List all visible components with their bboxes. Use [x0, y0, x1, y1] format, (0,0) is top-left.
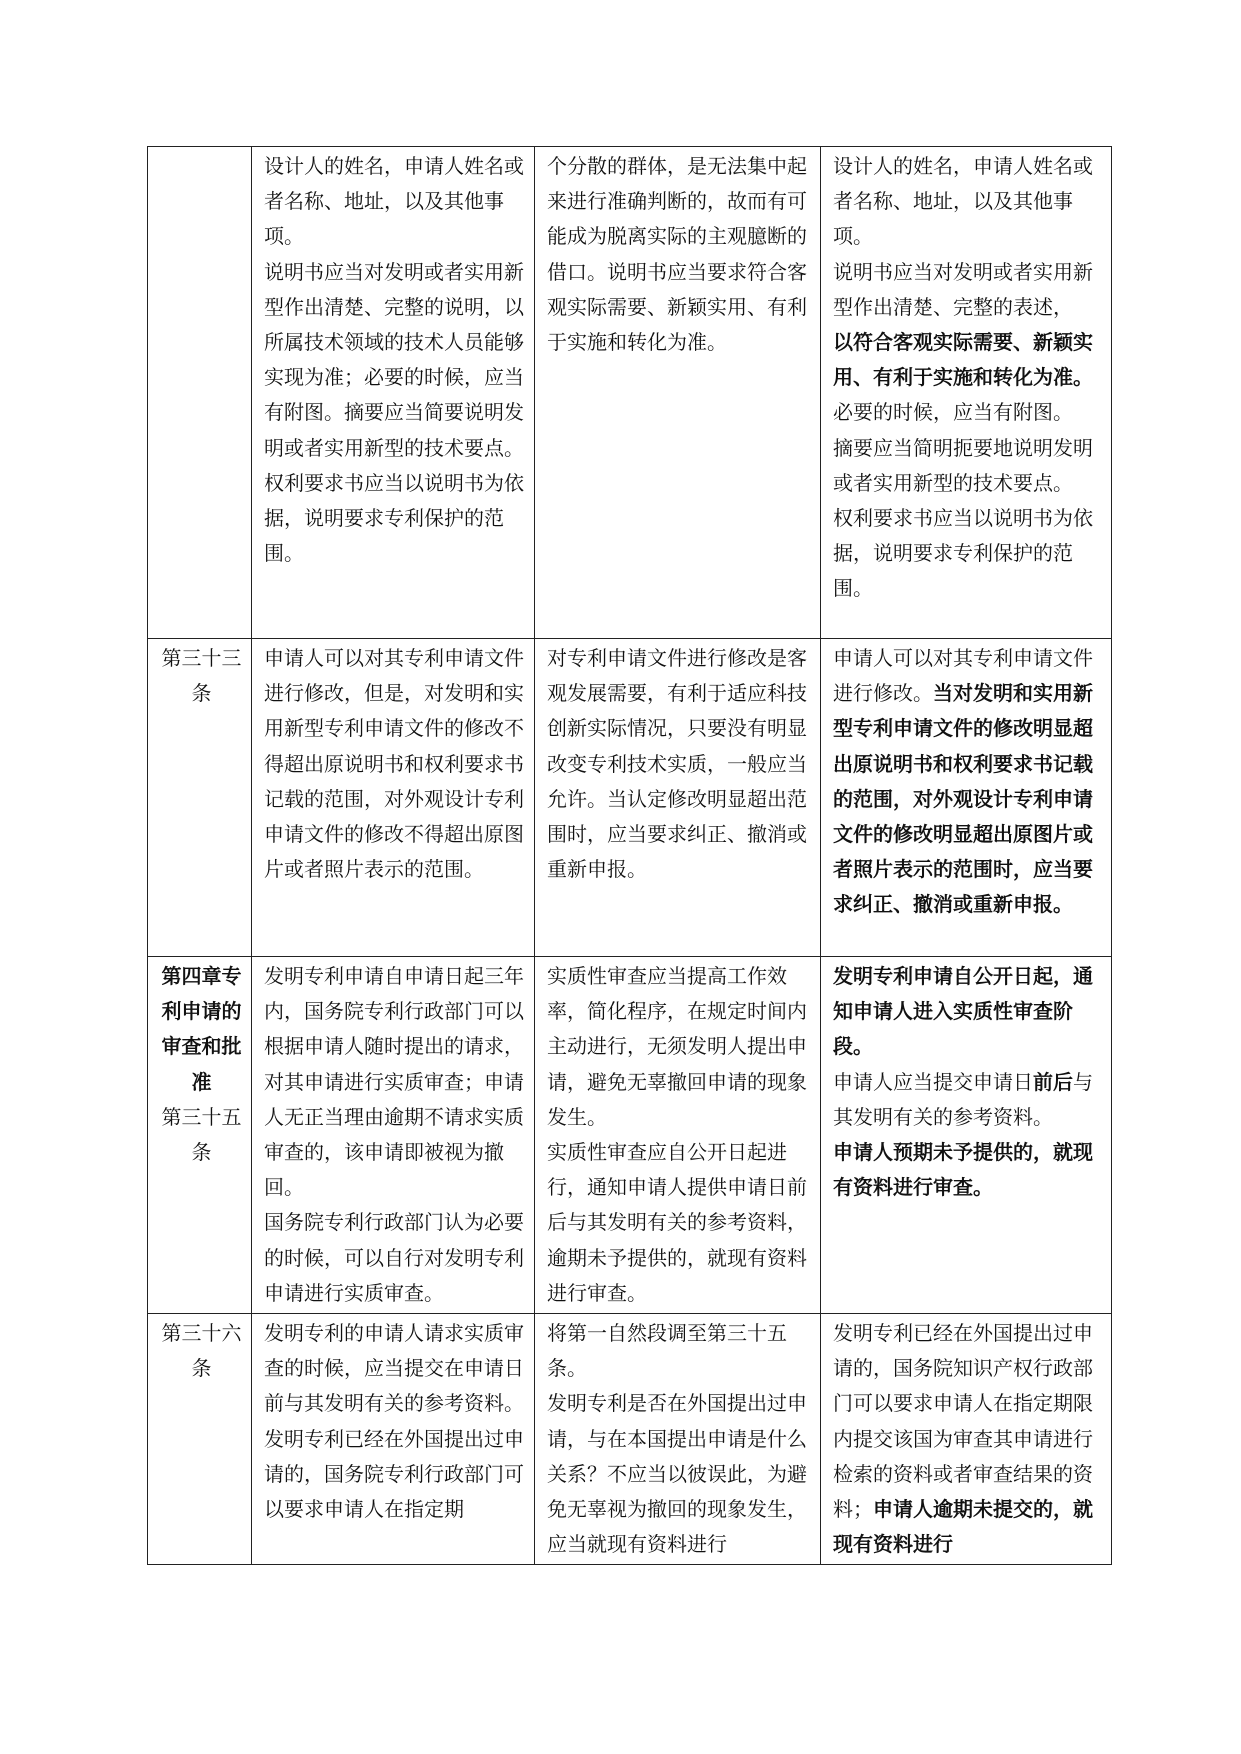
table-row — [148, 639, 1112, 957]
paragraph: 发明专利申请自申请日起三年内，国务院专利行政部门可以根据申请人随时提出的请求，对其申请进行实质审查；申请人无正当理由逾期不请求实质审查的，该申请即被视为撤回。 — [264, 964, 524, 1200]
paragraph-emphasis: 发明专利申请自公开日起，通知申请人进入实质性审查阶段。 — [833, 964, 1093, 1059]
proposal-cell — [821, 147, 1112, 639]
paragraph: 申请人可以对其专利申请文件进行修改，但是，对发明和实用新型专利申请文件的修改不得超出原说明书和权利要求书记载的范围，对外观设计专利申请文件的修改不得超出原图片或者照片表示的范围。 — [264, 646, 524, 882]
paragraph: 设计人的姓名，申请人姓名或者名称、地址，以及其他事项。 — [264, 154, 524, 249]
reason-cell — [535, 639, 821, 957]
text-run: 申请人应当提交申请日 — [833, 1069, 1033, 1094]
paragraph: 必要的时候，应当有附图。 — [833, 400, 1073, 425]
article-label: 第三十六条 — [161, 1321, 242, 1381]
reason-cell — [535, 1314, 821, 1565]
paragraph: 设计人的姓名，申请人姓名或者名称、地址，以及其他事项。 — [833, 154, 1093, 249]
proposal-cell — [821, 1314, 1112, 1565]
paragraph: 摘要应当简明扼要地说明发明或者实用新型的技术要点。 — [833, 435, 1093, 495]
text-run-emphasis: 当对发明和实用新型专利申请文件的修改明显超出原说明书和权利要求书记载的范围，对外观设计专利申请文件的修改明显超出原图片或者照片表示的范围时，应当要求纠正、撤消或重新申报。 — [833, 681, 1093, 917]
comparison-table — [147, 146, 1112, 1565]
paragraph: 发明专利已经在外国提出过申请的，国务院专利行政部门可以要求申请人在指定期 — [264, 1426, 524, 1522]
proposal-cell — [821, 639, 1112, 957]
table-row — [148, 147, 1112, 639]
paragraph: 权利要求书应当以说明书为依据，说明要求专利保护的范围。 — [833, 506, 1093, 601]
paragraph: 说明书应当对发明或者实用新型作出清楚、完整的说明，以所属技术领域的技术人员能够实现为准；必要的时候，应当有附图。摘要应当简要说明发明或者实用新型的技术要点。 — [264, 259, 524, 460]
paragraph: 实质性审查应自公开日起进行，通知申请人提供申请日前后与其发明有关的参考资料，逾期未予提供的，就现有资料进行审查。 — [547, 1140, 807, 1305]
paragraph: 对专利申请文件进行修改是客观发展需要，有利于适应科技创新实际情况，只要没有明显改变专利技术实质，一般应当允许。当认定修改明显超出范围时，应当要求纠正、撤消或重新申报。 — [547, 646, 807, 882]
paragraph: 实质性审查应当提高工作效率，简化程序，在规定时间内主动进行，无须发明人提出申请，避免无辜撤回申请的现象发生。 — [547, 964, 807, 1129]
original-text-cell — [252, 147, 535, 639]
text-run: 与其发明有关的参考资料。 — [833, 1069, 1093, 1129]
original-text-cell — [252, 957, 535, 1314]
original-text-cell — [252, 639, 535, 957]
article-cell — [148, 1314, 252, 1565]
text-run-emphasis: 前后 — [1033, 1069, 1073, 1094]
original-text-cell — [252, 1314, 535, 1565]
text-run: 申请人可以对其专利申请文件进行修改。 — [833, 646, 1093, 706]
paragraph: 权利要求书应当以说明书为依据，说明要求专利保护的范围。 — [264, 470, 524, 566]
paragraph: 将第一自然段调至第三十五条。 — [547, 1321, 787, 1381]
paragraph: 发明专利的申请人请求实质审查的时候，应当提交在申请日前与其发明有关的参考资料。 — [264, 1321, 524, 1416]
table-row — [148, 1314, 1112, 1565]
article-label: 第三十五条 — [161, 1104, 242, 1165]
reason-cell — [535, 957, 821, 1314]
paragraph: 说明书应当对发明或者实用新型作出清楚、完整的表述， — [833, 259, 1093, 319]
article-cell — [148, 957, 252, 1314]
article-cell — [148, 147, 252, 639]
proposal-cell — [821, 957, 1112, 1314]
reason-cell — [535, 147, 821, 639]
paragraph-emphasis: 申请人预期未予提供的，就现有资料进行审查。 — [833, 1140, 1093, 1200]
paragraph: 国务院专利行政部门认为必要的时候，可以自行对发明专利申请进行实质审查。 — [264, 1210, 524, 1305]
article-cell — [148, 639, 252, 957]
text-run: 发明专利已经在外国提出过申请的，国务院知识产权行政部门可以要求申请人在指定期限内提交该国为审查其申请进行检索的资料或者审查结果的资料； — [833, 1321, 1093, 1522]
paragraph: 发明专利是否在外国提出过申请，与在本国提出申请是什么关系？不应当以彼误此，为避免无辜视为撤回的现象发生，应当就现有资料进行 — [547, 1391, 807, 1557]
text-run-emphasis: 申请人逾期未提交的，就现有资料进行 — [833, 1497, 1093, 1557]
article-label: 第三十三条 — [161, 646, 242, 706]
paragraph: 个分散的群体，是无法集中起来进行准确判断的，故而有可能成为脱离实际的主观臆断的借口。说明书应当要求符合客观实际需要、新颖实用、有利于实施和转化为准。 — [547, 154, 807, 355]
table-row — [148, 957, 1112, 1314]
chapter-heading: 第四章专利申请的审查和批准 — [161, 964, 242, 1094]
paragraph-emphasis: 以符合客观实际需要、新颖实用、有利于实施和转化为准。 — [833, 330, 1093, 390]
